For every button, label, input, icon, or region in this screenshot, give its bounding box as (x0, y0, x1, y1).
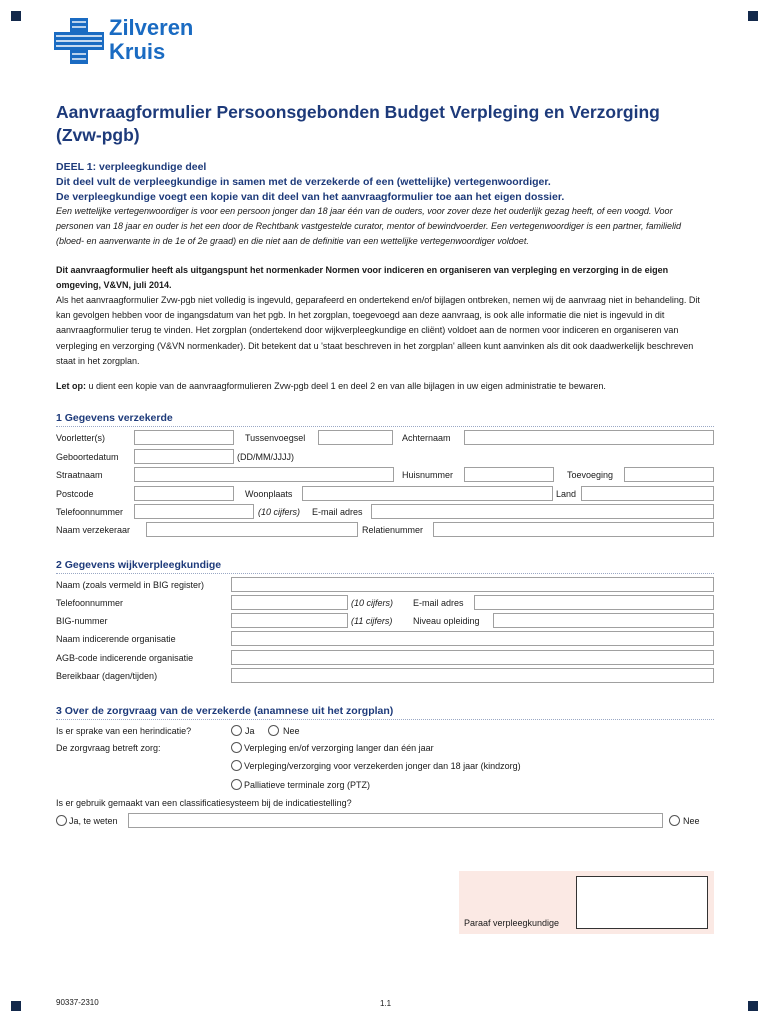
zorg-option-1-radio[interactable] (231, 742, 242, 753)
let-op-line (56, 379, 716, 394)
wv-telefoon-label: Telefoonnummer (56, 598, 124, 608)
postcode-field[interactable] (134, 486, 234, 501)
logo-line-1: Zilveren (109, 15, 194, 40)
email-label: E-mail adres (312, 507, 363, 517)
organisatie-label: Naam indicerende organisatie (56, 634, 176, 644)
zorg-betreft-label: De zorgvraag betreft zorg: (56, 743, 161, 753)
paraaf-label: Paraaf verpleegkundige (464, 918, 560, 928)
logo (54, 15, 214, 66)
naam-verzekeraar-field[interactable] (146, 522, 358, 537)
intro-italic: Een wettelijke vertegenwoordiger is voor een persoon jonger dan 18 jaar één van de ouders, voor zover deze het ouderlijk gezag heeft, of een voogd. Voor personen van 18 jaar en ouder is het een door de Rechtbank vastgestelde curator, mentor of bewindvoerder. Een vertegenwoordiger is een partner, familielid (bloed- en aanverwante in de 1e of 2e graad) en die niet aan de definitie van een wettelijke vertegenwoordiger voldoet. (56, 206, 682, 247)
intro-paragraph: Als het aanvraagformulier Zvw-pgb niet volledig is ingevuld, geparafeerd en ondertekend en/of bijlagen ontbreken, nemen wij de aanvraag niet in behandeling. Dit kan gevolgen hebben voor de ingangsdatum van het pgb. In het zorgplan, toegevoegd aan deze aanvraag, is ook alle informatie die niet is ingevuld in dit aanvraagformulier terug te vinden. Het zorgplan (ondertekend door wijkverpleegkundige en cliënt) voldoet aan de normen voor indiceren en organiseren van verpleging en verzorging (V&VN normenkader). Dit betekent dat u 'staat beschreven in het zorgplan' alleen kunt aanvinken als dit ook daadwerkelijk beschreven staat in het zorgplan. (56, 295, 700, 366)
classificatie-nee-label: Nee (683, 816, 700, 826)
big-digits-hint: (11 cijfers) (351, 616, 393, 626)
big-label: BIG-nummer (56, 616, 108, 626)
relatienummer-field[interactable] (433, 522, 714, 537)
wv-naam-label: Naam (zoals vermeld in BIG register) (56, 580, 205, 590)
relatienummer-label: Relatienummer (362, 525, 424, 535)
zorg-option-2-label: Verpleging/verzorging voor verzekerden jonger dan 18 jaar (kindzorg) (244, 761, 521, 771)
deel-heading: DEEL 1: verpleegkundige deel (56, 161, 207, 173)
niveau-label: Niveau opleiding (413, 616, 480, 626)
telefoon-field[interactable] (134, 504, 254, 519)
wv-email-field[interactable] (474, 595, 714, 610)
section-3-heading: 3 Over de zorgvraag van de verzekerde (anamnese uit het zorgplan) (56, 705, 394, 717)
footer-page-number: 1.1 (380, 999, 392, 1008)
huisnummer-label: Huisnummer (402, 470, 454, 480)
let-op-label: Let op: (56, 381, 86, 391)
logo-line-2: Kruis (109, 39, 166, 64)
classificatie-label: Is er gebruik gemaakt van een classificatiesysteem bij de indicatiestelling? (56, 798, 352, 808)
corner-mark-bottom-left (11, 1001, 21, 1011)
huisnummer-field[interactable] (464, 467, 554, 482)
herindicatie-ja-radio[interactable] (231, 725, 242, 736)
section-1-heading: 1 Gegevens verzekerde (56, 412, 173, 424)
zorg-option-3-radio[interactable] (231, 779, 242, 790)
classificatie-detail-field[interactable] (128, 813, 663, 828)
zorg-option-1-label: Verpleging en/of verzorging langer dan één jaar (244, 743, 434, 753)
herindicatie-nee-radio[interactable] (268, 725, 279, 736)
woonplaats-field[interactable] (302, 486, 553, 501)
email-field[interactable] (371, 504, 714, 519)
telefoon-label: Telefoonnummer (56, 507, 124, 517)
herindicatie-nee-label: Nee (283, 726, 300, 736)
cross-logo-icon (54, 18, 104, 64)
tussenvoegsel-field[interactable] (318, 430, 393, 445)
toevoeging-field[interactable] (624, 467, 714, 482)
section-1-divider (56, 426, 714, 427)
agb-label: AGB-code indicerende organisatie (56, 653, 194, 663)
big-field[interactable] (231, 613, 348, 628)
organisatie-field[interactable] (231, 631, 714, 646)
section-2-divider (56, 573, 714, 574)
bereikbaar-label: Bereikbaar (dagen/tijden) (56, 671, 158, 681)
intro-line-2: Dit deel vult de verpleegkundige in samen met de verzekerde of een (wettelijke) vertegenwoordiger. (56, 176, 551, 188)
niveau-field[interactable] (493, 613, 714, 628)
zorg-option-2-radio[interactable] (231, 760, 242, 771)
paraaf-field[interactable] (576, 876, 708, 929)
woonplaats-label: Woonplaats (245, 489, 293, 499)
date-format-hint: (DD/MM/JJJJ) (237, 452, 294, 462)
geboortedatum-field[interactable] (134, 449, 234, 464)
page-title: Aanvraagformulier Persoonsgebonden Budget Verpleging en Verzorging (Zvw-pgb) (56, 102, 660, 145)
achternaam-field[interactable] (464, 430, 714, 445)
achternaam-label: Achternaam (402, 433, 451, 443)
classificatie-nee-radio[interactable] (669, 815, 680, 826)
zorg-option-3-label: Palliatieve terminale zorg (PTZ) (244, 780, 371, 790)
footer-form-code: 90337-2310 (56, 998, 99, 1007)
naam-verzekeraar-label: Naam verzekeraar (56, 525, 131, 535)
geboortedatum-label: Geboortedatum (56, 452, 119, 462)
straatnaam-label: Straatnaam (56, 470, 103, 480)
wv-telefoon-field[interactable] (231, 595, 348, 610)
straatnaam-field[interactable] (134, 467, 394, 482)
classificatie-ja-radio[interactable] (56, 815, 67, 826)
land-label: Land (556, 489, 577, 499)
intro-line-3: De verpleegkundige voegt een kopie van dit deel van het aanvraagformulier toe aan het eigen dossier. (56, 191, 565, 203)
bereikbaar-field[interactable] (231, 668, 714, 683)
corner-mark-top-right (748, 11, 758, 21)
intro-bold-paragraph: Dit aanvraagformulier heeft als uitgangspunt het normenkader Normen voor indiceren en organiseren van verpleging en verzorging in de eigen omgeving, V&VN, juli 2014. (56, 265, 669, 291)
land-field[interactable] (581, 486, 714, 501)
agb-field[interactable] (231, 650, 714, 665)
corner-mark-top-left (11, 11, 21, 21)
corner-mark-bottom-right (748, 1001, 758, 1011)
classificatie-ja-label: Ja, te weten (69, 816, 118, 826)
wv-naam-field[interactable] (231, 577, 714, 592)
section-3-divider (56, 719, 714, 720)
tussenvoegsel-label: Tussenvoegsel (245, 433, 306, 443)
telefoon-digits-hint: (10 cijfers) (258, 507, 301, 517)
voorletters-field[interactable] (134, 430, 234, 445)
section-2-heading: 2 Gegevens wijkverpleegkundige (56, 559, 222, 571)
toevoeging-label: Toevoeging (567, 470, 614, 480)
postcode-label: Postcode (56, 489, 94, 499)
wv-telefoon-digits-hint: (10 cijfers) (351, 598, 394, 608)
wv-email-label: E-mail adres (413, 598, 464, 608)
herindicatie-ja-label: Ja (245, 726, 255, 736)
voorletters-label: Voorletter(s) (56, 433, 106, 443)
herindicatie-label: Is er sprake van een herindicatie? (56, 726, 192, 736)
let-op-text: u dient een kopie van de aanvraagformulieren Zvw-pgb deel 1 en deel 2 en van alle bijlagen in uw eigen administratie te bewaren. (86, 381, 606, 391)
